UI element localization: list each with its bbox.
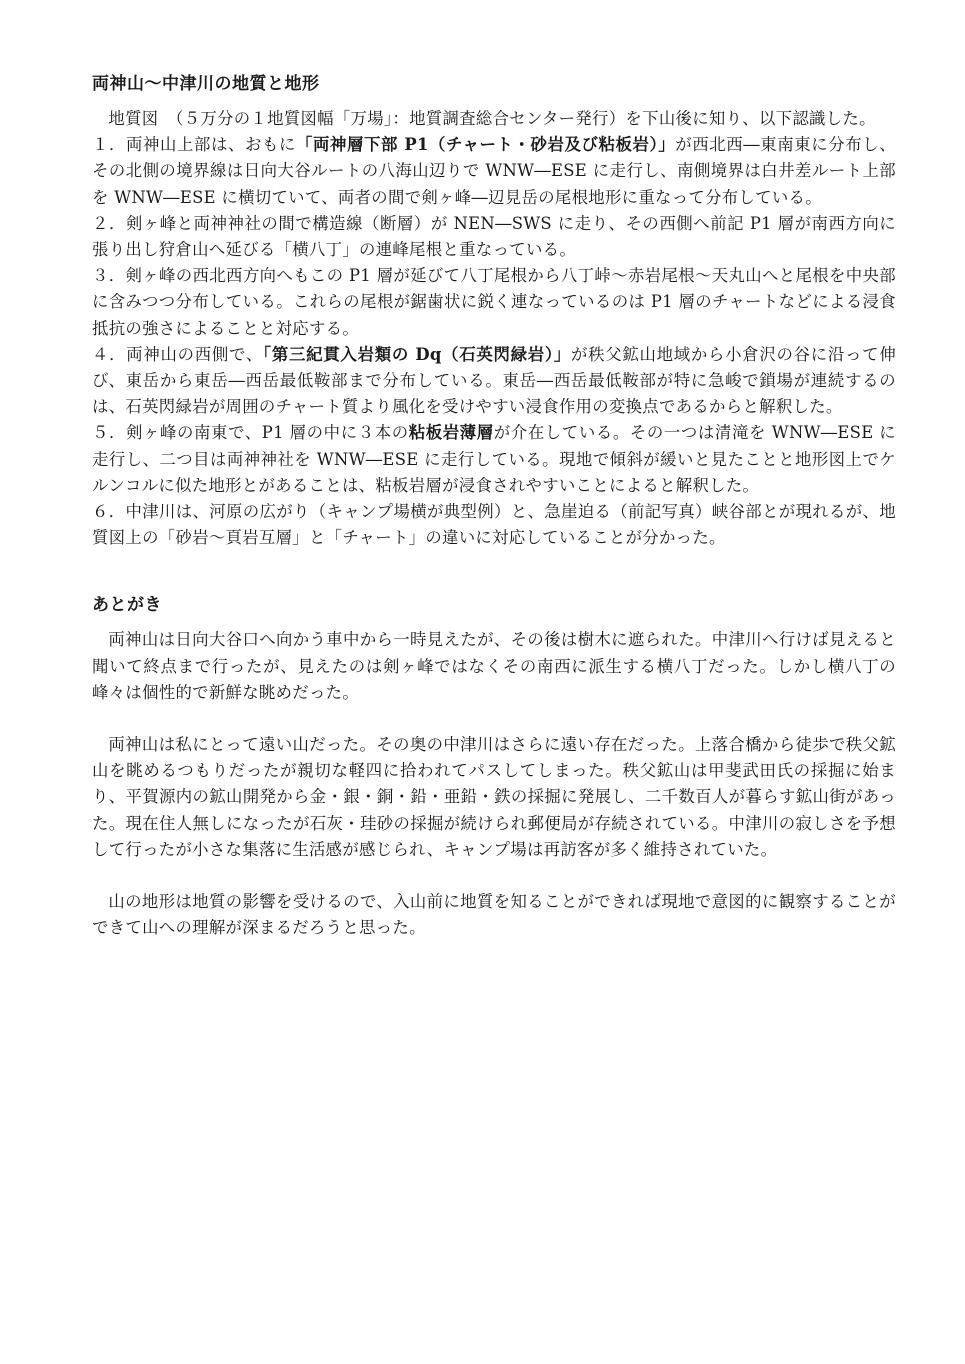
afterword-paragraph-3: 山の地形は地質の影響を受けるので、入山前に地質を知ることができれば現地で意図的に観察することができて山への理解が深まるだろうと思った。 <box>92 892 896 938</box>
afterword-paragraph-2: 両神山は私にとって遠い山だった。その奥の中津川はさらに遠い存在だった。上落合橋から徒歩で秩父鉱山を眺めるつもりだったが親切な軽四に拾われてパスしてしまった。秩父鉱山は甲斐武田氏の採掘に始まり、平賀源内の鉱山開発から金・銀・銅・鉛・亜鉛・鉄の採掘に発展し、二千数百人が暮らす鉱山街があった。現在住人無しになったが石灰・珪砂の採掘が続けられ郵便局が存続されている。中津川の寂しさを予想して行ったが小さな集落に生活感が感じられ、キャンプ場は再訪客が多く維持されていた。 <box>92 735 896 859</box>
list-item-6: ６．中津川は、河原の広がり（キャンプ場横が典型例）と、急崖迫る（前記写真）峡谷部とが現れるが、地質図上の「砂岩～頁岩互層」と「チャート」の違いに対応していることが分かった。 <box>92 502 896 548</box>
list-item-2: ２．剣ヶ峰と両神神社の間で構造線（断層）が NEN―SWS に走り、その西側へ前記 P1 層が南西方向に張り出し狩倉山へ延びる「横八丁」の連峰尾根と重なっている。 <box>92 213 896 260</box>
afterword-paragraph-1: 両神山は日向大谷口へ向かう車中から一時見えたが、その後は樹木に遮られた。中津川へ行けば見えると聞いて終点まで行ったが、見えたのは剣ヶ峰ではなくその南西に派生する横八丁だった。しかし横八丁の峰々は個性的で新鮮な眺めだった。 <box>92 630 896 702</box>
intro-paragraph: 地質図 （５万分の１地質図幅「万場」：地質調査総合センター発行）を下山後に知り、以下認識した。 <box>108 109 876 128</box>
document-page <box>92 72 896 941</box>
list-item-5: ５．剣ヶ峰の南東で、P1 層の中に３本の粘板岩薄層が介在している。その一つは清滝を WNW―ESE に走行し、二つ目は両神神社を WNW―ESE に走行している。現地で傾斜が緩いと見たことと地形図上でケルンコルに似た地形とがあることは、粘板岩層が浸食されやすいことによると解釈した。 <box>92 423 896 495</box>
list-item-4: ４．両神山の西側で、「第三紀貫入岩類の Dq（石英閃緑岩）」が秩父鉱山地域から小倉沢の谷に沿って伸び、東岳から東岳―西岳最低鞍部まで分布している。東岳―西岳最低鞍部が特に急峻で鎖場が連続するのは、石英閃緑岩が周囲のチャート質より風化を受けやすい浸食作用の変換点であるからと解釈した。 <box>92 344 897 417</box>
list-item-1: １．両神山上部は、おもに「両神層下部 P1（チャート・砂岩及び粘板岩）」が西北西―東南東に分布し、その北側の境界線は日向大谷ルートの八海山辺りで WNW―ESE に走行し、南側境界は白井差ルート上部を WNW―ESE に横切ていて、両者の間で剣ヶ峰―辺見岳の尾根地形に重なって分布している。 <box>92 135 896 207</box>
paragraph-gap <box>92 863 896 889</box>
section-title-geology: 両神山～中津川の地質と地形 <box>92 74 320 94</box>
emphasis-text: 「第三紀貫入岩類の Dq（石英閃緑岩）」 <box>262 344 571 364</box>
list-item-3: ３．剣ヶ峰の西北西方向へもこの P1 層が延びて八丁尾根から八丁峠～赤岩尾根～天丸山へと尾根を中央部に含みつつ分布している。これらの尾根が鋸歯状に鋭く連なっているのは P1 層のチャートなどによる浸食抵抗の強さによることと対応する。 <box>92 266 896 338</box>
section-title-afterword: あとがき <box>92 595 162 616</box>
emphasis-text: 粘板岩薄層 <box>408 423 494 443</box>
section-gap <box>92 551 896 593</box>
emphasis-text: 「両神層下部 P1（チャート・砂岩及び粘板岩）」 <box>296 135 676 155</box>
paragraph-gap <box>92 706 896 732</box>
